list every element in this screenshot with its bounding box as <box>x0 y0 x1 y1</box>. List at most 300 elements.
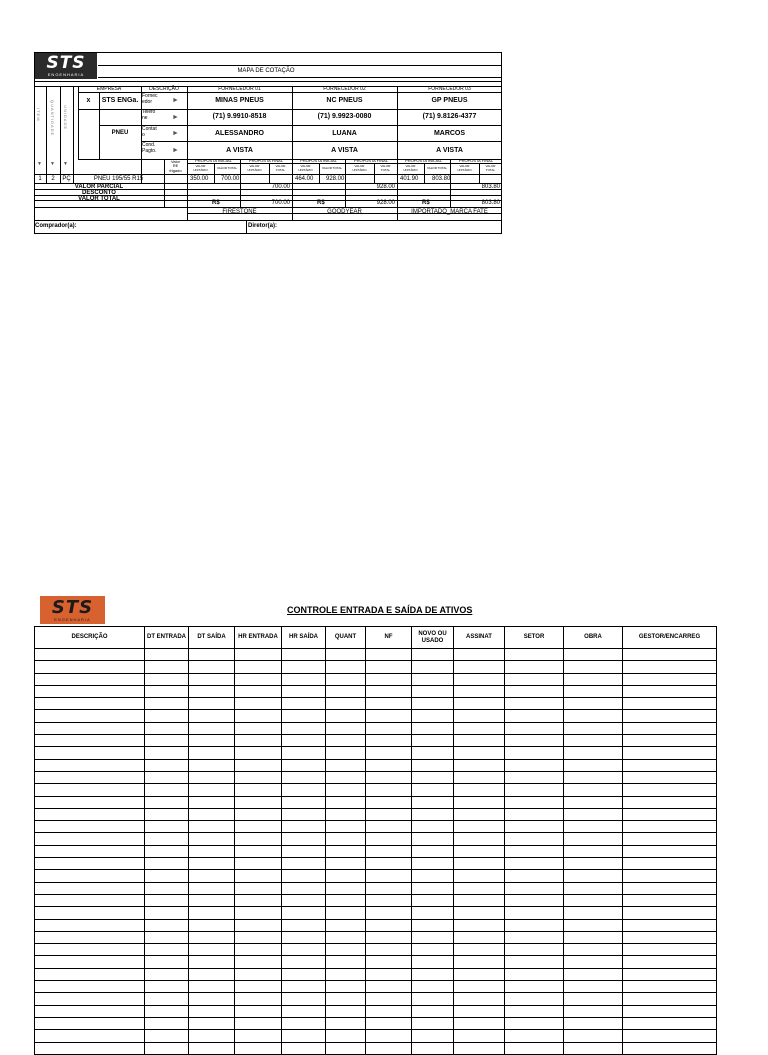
table-cell[interactable] <box>505 710 564 722</box>
table-cell[interactable] <box>564 845 623 857</box>
table-cell[interactable] <box>189 944 235 956</box>
table-cell[interactable] <box>282 919 326 931</box>
table-cell[interactable] <box>564 1042 623 1054</box>
table-cell[interactable] <box>366 673 412 685</box>
table-cell[interactable] <box>282 1030 326 1042</box>
table-cell[interactable] <box>623 845 717 857</box>
table-cell[interactable] <box>454 882 505 894</box>
table-cell[interactable] <box>189 870 235 882</box>
table-cell[interactable] <box>35 956 145 968</box>
table-cell[interactable] <box>282 931 326 943</box>
table-cell[interactable] <box>366 845 412 857</box>
table-cell[interactable] <box>412 944 454 956</box>
table-cell[interactable] <box>145 685 189 697</box>
table-cell[interactable] <box>366 968 412 980</box>
table-cell[interactable] <box>145 747 189 759</box>
table-cell[interactable] <box>412 722 454 734</box>
table-cell[interactable] <box>564 735 623 747</box>
table-cell[interactable] <box>412 1042 454 1054</box>
table-cell[interactable] <box>564 858 623 870</box>
table-cell[interactable] <box>366 882 412 894</box>
table-cell[interactable] <box>454 894 505 906</box>
table-cell[interactable] <box>189 661 235 673</box>
table-cell[interactable] <box>412 735 454 747</box>
table-cell[interactable] <box>189 685 235 697</box>
table-cell[interactable] <box>189 981 235 993</box>
table-cell[interactable] <box>326 784 366 796</box>
table-cell[interactable] <box>326 931 366 943</box>
table-cell[interactable] <box>235 956 282 968</box>
table-cell[interactable] <box>623 685 717 697</box>
table-cell[interactable] <box>326 833 366 845</box>
table-cell[interactable] <box>145 894 189 906</box>
table-cell[interactable] <box>189 771 235 783</box>
table-cell[interactable] <box>564 759 623 771</box>
table-cell[interactable] <box>145 870 189 882</box>
table-cell[interactable] <box>505 649 564 661</box>
table-cell[interactable] <box>145 944 189 956</box>
table-cell[interactable] <box>454 747 505 759</box>
table-cell[interactable] <box>189 673 235 685</box>
table-cell[interactable] <box>366 698 412 710</box>
table-cell[interactable] <box>235 845 282 857</box>
table-cell[interactable] <box>145 759 189 771</box>
table-cell[interactable] <box>145 931 189 943</box>
table-cell[interactable] <box>282 771 326 783</box>
table-cell[interactable] <box>412 894 454 906</box>
table-cell[interactable] <box>623 661 717 673</box>
table-cell[interactable] <box>366 685 412 697</box>
table-cell[interactable] <box>35 784 145 796</box>
table-cell[interactable] <box>412 685 454 697</box>
table-cell[interactable] <box>505 858 564 870</box>
table-cell[interactable] <box>623 808 717 820</box>
table-cell[interactable] <box>505 981 564 993</box>
table-cell[interactable] <box>505 661 564 673</box>
table-cell[interactable] <box>454 944 505 956</box>
table-cell[interactable] <box>326 673 366 685</box>
table-cell[interactable] <box>454 907 505 919</box>
table-cell[interactable] <box>412 981 454 993</box>
table-cell[interactable] <box>505 882 564 894</box>
table-cell[interactable] <box>145 722 189 734</box>
table-cell[interactable] <box>454 1005 505 1017</box>
table-cell[interactable] <box>282 710 326 722</box>
table-cell[interactable] <box>189 735 235 747</box>
table-cell[interactable] <box>326 722 366 734</box>
table-cell[interactable] <box>454 784 505 796</box>
table-cell[interactable] <box>235 808 282 820</box>
table-cell[interactable] <box>623 1030 717 1042</box>
table-cell[interactable] <box>189 698 235 710</box>
table-cell[interactable] <box>189 833 235 845</box>
table-cell[interactable] <box>505 931 564 943</box>
table-cell[interactable] <box>282 882 326 894</box>
table-cell[interactable] <box>326 1005 366 1017</box>
table-cell[interactable] <box>454 1030 505 1042</box>
table-cell[interactable] <box>412 784 454 796</box>
table-cell[interactable] <box>454 833 505 845</box>
table-cell[interactable] <box>235 1042 282 1054</box>
table-cell[interactable] <box>235 673 282 685</box>
table-cell[interactable] <box>564 796 623 808</box>
table-cell[interactable] <box>35 968 145 980</box>
table-cell[interactable] <box>454 870 505 882</box>
table-cell[interactable] <box>145 796 189 808</box>
table-cell[interactable] <box>35 1042 145 1054</box>
table-cell[interactable] <box>189 1042 235 1054</box>
table-cell[interactable] <box>326 907 366 919</box>
table-cell[interactable] <box>326 735 366 747</box>
table-cell[interactable] <box>564 993 623 1005</box>
table-cell[interactable] <box>412 919 454 931</box>
table-cell[interactable] <box>145 710 189 722</box>
table-cell[interactable] <box>623 710 717 722</box>
table-cell[interactable] <box>35 981 145 993</box>
table-cell[interactable] <box>623 956 717 968</box>
table-cell[interactable] <box>35 907 145 919</box>
table-cell[interactable] <box>326 956 366 968</box>
table-cell[interactable] <box>235 759 282 771</box>
table-cell[interactable] <box>35 821 145 833</box>
table-cell[interactable] <box>235 710 282 722</box>
table-cell[interactable] <box>189 956 235 968</box>
table-cell[interactable] <box>282 845 326 857</box>
table-cell[interactable] <box>145 771 189 783</box>
table-cell[interactable] <box>564 771 623 783</box>
table-cell[interactable] <box>564 931 623 943</box>
table-cell[interactable] <box>366 956 412 968</box>
table-cell[interactable] <box>366 759 412 771</box>
table-cell[interactable] <box>564 833 623 845</box>
table-cell[interactable] <box>35 673 145 685</box>
table-cell[interactable] <box>412 661 454 673</box>
table-cell[interactable] <box>326 882 366 894</box>
table-cell[interactable] <box>282 944 326 956</box>
table-cell[interactable] <box>366 1030 412 1042</box>
table-cell[interactable] <box>623 821 717 833</box>
table-cell[interactable] <box>623 907 717 919</box>
table-cell[interactable] <box>282 661 326 673</box>
table-cell[interactable] <box>189 710 235 722</box>
table-cell[interactable] <box>35 993 145 1005</box>
table-cell[interactable] <box>235 698 282 710</box>
table-cell[interactable] <box>623 833 717 845</box>
table-cell[interactable] <box>35 808 145 820</box>
table-cell[interactable] <box>35 649 145 661</box>
table-cell[interactable] <box>35 858 145 870</box>
table-cell[interactable] <box>564 968 623 980</box>
table-cell[interactable] <box>623 735 717 747</box>
table-cell[interactable] <box>282 907 326 919</box>
table-cell[interactable] <box>366 858 412 870</box>
table-cell[interactable] <box>454 759 505 771</box>
table-cell[interactable] <box>326 771 366 783</box>
table-cell[interactable] <box>145 845 189 857</box>
table-cell[interactable] <box>412 673 454 685</box>
table-cell[interactable] <box>235 858 282 870</box>
table-cell[interactable] <box>189 968 235 980</box>
table-cell[interactable] <box>235 968 282 980</box>
table-cell[interactable] <box>235 821 282 833</box>
table-cell[interactable] <box>505 685 564 697</box>
table-cell[interactable] <box>235 882 282 894</box>
table-cell[interactable] <box>454 661 505 673</box>
table-cell[interactable] <box>366 1042 412 1054</box>
table-cell[interactable] <box>235 735 282 747</box>
table-cell[interactable] <box>35 882 145 894</box>
table-cell[interactable] <box>505 673 564 685</box>
table-cell[interactable] <box>454 1042 505 1054</box>
table-cell[interactable] <box>235 796 282 808</box>
table-cell[interactable] <box>623 882 717 894</box>
table-cell[interactable] <box>366 870 412 882</box>
table-cell[interactable] <box>564 661 623 673</box>
table-cell[interactable] <box>35 796 145 808</box>
table-cell[interactable] <box>235 919 282 931</box>
table-cell[interactable] <box>564 981 623 993</box>
table-cell[interactable] <box>412 931 454 943</box>
table-cell[interactable] <box>623 1042 717 1054</box>
table-cell[interactable] <box>282 698 326 710</box>
table-cell[interactable] <box>623 894 717 906</box>
table-cell[interactable] <box>35 771 145 783</box>
table-cell[interactable] <box>505 808 564 820</box>
table-cell[interactable] <box>235 649 282 661</box>
table-cell[interactable] <box>623 771 717 783</box>
table-cell[interactable] <box>564 747 623 759</box>
table-cell[interactable] <box>35 747 145 759</box>
table-cell[interactable] <box>326 993 366 1005</box>
table-cell[interactable] <box>145 698 189 710</box>
table-cell[interactable] <box>366 1005 412 1017</box>
table-cell[interactable] <box>35 919 145 931</box>
table-cell[interactable] <box>145 1005 189 1017</box>
table-cell[interactable] <box>505 1005 564 1017</box>
table-cell[interactable] <box>326 919 366 931</box>
table-cell[interactable] <box>366 771 412 783</box>
table-cell[interactable] <box>145 784 189 796</box>
table-cell[interactable] <box>454 931 505 943</box>
table-cell[interactable] <box>454 796 505 808</box>
table-cell[interactable] <box>505 907 564 919</box>
table-cell[interactable] <box>564 956 623 968</box>
table-cell[interactable] <box>326 759 366 771</box>
table-cell[interactable] <box>505 1042 564 1054</box>
table-cell[interactable] <box>505 796 564 808</box>
table-cell[interactable] <box>282 821 326 833</box>
table-cell[interactable] <box>412 698 454 710</box>
table-cell[interactable] <box>454 698 505 710</box>
table-cell[interactable] <box>35 931 145 943</box>
table-cell[interactable] <box>282 673 326 685</box>
table-cell[interactable] <box>282 796 326 808</box>
table-cell[interactable] <box>505 747 564 759</box>
table-cell[interactable] <box>623 673 717 685</box>
table-cell[interactable] <box>505 1030 564 1042</box>
table-cell[interactable] <box>564 944 623 956</box>
table-cell[interactable] <box>35 870 145 882</box>
table-cell[interactable] <box>412 833 454 845</box>
table-cell[interactable] <box>366 993 412 1005</box>
table-cell[interactable] <box>454 771 505 783</box>
table-cell[interactable] <box>235 661 282 673</box>
table-cell[interactable] <box>235 931 282 943</box>
table-cell[interactable] <box>189 747 235 759</box>
table-cell[interactable] <box>235 1030 282 1042</box>
table-cell[interactable] <box>623 759 717 771</box>
table-cell[interactable] <box>145 661 189 673</box>
table-cell[interactable] <box>564 710 623 722</box>
table-cell[interactable] <box>235 747 282 759</box>
table-cell[interactable] <box>412 858 454 870</box>
table-cell[interactable] <box>366 796 412 808</box>
table-cell[interactable] <box>282 1005 326 1017</box>
table-cell[interactable] <box>366 821 412 833</box>
table-cell[interactable] <box>326 858 366 870</box>
table-cell[interactable] <box>235 771 282 783</box>
table-cell[interactable] <box>366 649 412 661</box>
table-cell[interactable] <box>412 1030 454 1042</box>
table-cell[interactable] <box>505 919 564 931</box>
table-cell[interactable] <box>412 821 454 833</box>
table-cell[interactable] <box>623 870 717 882</box>
table-cell[interactable] <box>326 796 366 808</box>
table-cell[interactable] <box>326 894 366 906</box>
table-cell[interactable] <box>505 944 564 956</box>
table-cell[interactable] <box>412 771 454 783</box>
table-cell[interactable] <box>505 845 564 857</box>
table-cell[interactable] <box>412 747 454 759</box>
table-cell[interactable] <box>366 808 412 820</box>
table-cell[interactable] <box>145 956 189 968</box>
table-cell[interactable] <box>454 956 505 968</box>
table-cell[interactable] <box>564 685 623 697</box>
table-cell[interactable] <box>189 1030 235 1042</box>
table-cell[interactable] <box>366 919 412 931</box>
table-cell[interactable] <box>235 833 282 845</box>
table-cell[interactable] <box>366 747 412 759</box>
table-cell[interactable] <box>326 710 366 722</box>
table-cell[interactable] <box>412 907 454 919</box>
table-cell[interactable] <box>145 858 189 870</box>
table-cell[interactable] <box>412 710 454 722</box>
table-cell[interactable] <box>235 894 282 906</box>
table-cell[interactable] <box>326 747 366 759</box>
table-cell[interactable] <box>282 956 326 968</box>
table-cell[interactable] <box>412 796 454 808</box>
table-cell[interactable] <box>564 808 623 820</box>
table-cell[interactable] <box>35 698 145 710</box>
table-cell[interactable] <box>454 710 505 722</box>
table-cell[interactable] <box>282 833 326 845</box>
table-cell[interactable] <box>366 735 412 747</box>
table-cell[interactable] <box>412 882 454 894</box>
table-cell[interactable] <box>366 981 412 993</box>
table-cell[interactable] <box>366 661 412 673</box>
table-cell[interactable] <box>454 993 505 1005</box>
table-cell[interactable] <box>35 685 145 697</box>
table-cell[interactable] <box>454 821 505 833</box>
table-cell[interactable] <box>412 993 454 1005</box>
table-cell[interactable] <box>623 993 717 1005</box>
table-cell[interactable] <box>189 907 235 919</box>
table-cell[interactable] <box>189 759 235 771</box>
table-cell[interactable] <box>564 1005 623 1017</box>
table-cell[interactable] <box>189 1005 235 1017</box>
table-cell[interactable] <box>623 968 717 980</box>
table-cell[interactable] <box>326 661 366 673</box>
table-cell[interactable] <box>35 1005 145 1017</box>
table-cell[interactable] <box>189 882 235 894</box>
table-cell[interactable] <box>454 981 505 993</box>
table-cell[interactable] <box>282 981 326 993</box>
table-cell[interactable] <box>282 759 326 771</box>
table-cell[interactable] <box>145 919 189 931</box>
table-cell[interactable] <box>326 808 366 820</box>
table-cell[interactable] <box>366 784 412 796</box>
table-cell[interactable] <box>35 833 145 845</box>
table-cell[interactable] <box>326 1042 366 1054</box>
table-cell[interactable] <box>235 870 282 882</box>
table-cell[interactable] <box>282 894 326 906</box>
table-cell[interactable] <box>623 784 717 796</box>
table-cell[interactable] <box>189 722 235 734</box>
table-cell[interactable] <box>412 956 454 968</box>
table-cell[interactable] <box>282 858 326 870</box>
table-cell[interactable] <box>189 993 235 1005</box>
table-cell[interactable] <box>454 735 505 747</box>
table-cell[interactable] <box>505 956 564 968</box>
table-cell[interactable] <box>282 747 326 759</box>
table-cell[interactable] <box>326 685 366 697</box>
table-cell[interactable] <box>564 882 623 894</box>
table-cell[interactable] <box>623 747 717 759</box>
table-cell[interactable] <box>235 981 282 993</box>
table-cell[interactable] <box>326 845 366 857</box>
table-cell[interactable] <box>145 821 189 833</box>
table-cell[interactable] <box>564 894 623 906</box>
table-cell[interactable] <box>145 968 189 980</box>
table-cell[interactable] <box>564 870 623 882</box>
table-cell[interactable] <box>235 685 282 697</box>
table-cell[interactable] <box>282 968 326 980</box>
table-cell[interactable] <box>564 1030 623 1042</box>
table-cell[interactable] <box>282 808 326 820</box>
table-cell[interactable] <box>235 993 282 1005</box>
table-cell[interactable] <box>564 698 623 710</box>
table-cell[interactable] <box>454 685 505 697</box>
table-cell[interactable] <box>412 968 454 980</box>
table-cell[interactable] <box>326 821 366 833</box>
table-cell[interactable] <box>623 722 717 734</box>
table-cell[interactable] <box>623 796 717 808</box>
table-cell[interactable] <box>326 981 366 993</box>
table-cell[interactable] <box>366 894 412 906</box>
table-cell[interactable] <box>235 944 282 956</box>
table-cell[interactable] <box>366 931 412 943</box>
table-cell[interactable] <box>145 981 189 993</box>
table-cell[interactable] <box>564 919 623 931</box>
table-cell[interactable] <box>35 845 145 857</box>
table-cell[interactable] <box>623 981 717 993</box>
table-cell[interactable] <box>189 821 235 833</box>
table-cell[interactable] <box>282 993 326 1005</box>
table-cell[interactable] <box>623 919 717 931</box>
table-cell[interactable] <box>454 919 505 931</box>
table-cell[interactable] <box>189 796 235 808</box>
table-cell[interactable] <box>412 845 454 857</box>
